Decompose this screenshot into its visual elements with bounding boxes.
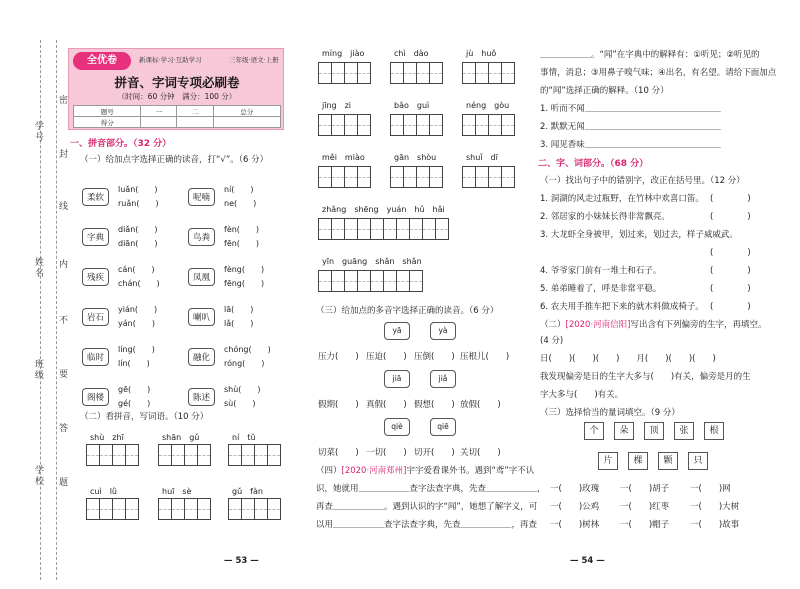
binding-line-left	[40, 40, 41, 580]
writing-cell[interactable]	[267, 444, 281, 466]
seal-char: 封	[58, 150, 68, 160]
wen-item: 3. 闻见香味＿＿＿＿＿＿＿＿＿＿＿＿＿＿＿＿	[540, 140, 721, 150]
writing-cell[interactable]	[390, 166, 404, 188]
polyphone-option[interactable]: qiè	[384, 418, 410, 436]
writing-cell[interactable]	[370, 218, 384, 240]
header-grade-text: 三年级·语文·上册	[229, 56, 279, 64]
writing-cell[interactable]	[416, 114, 430, 136]
pinyin-option[interactable]: lín( )	[118, 359, 150, 368]
radical-fill-line2: 字大多与( )有关。	[540, 390, 624, 400]
class-label: 班级	[34, 360, 44, 381]
writing-grid[interactable]	[86, 444, 138, 466]
writing-cell[interactable]	[267, 498, 281, 520]
pinyin-option[interactable]: lǎ( )	[224, 319, 254, 328]
writing-cell[interactable]	[86, 498, 100, 520]
choice-word: 柔软	[82, 188, 109, 206]
choice-word: 融化	[188, 348, 215, 366]
binding-line-right	[56, 40, 57, 580]
pinyin-option[interactable]: luǎn( )	[118, 185, 158, 194]
writing-cell[interactable]	[357, 62, 371, 84]
student-id-label: 学号	[34, 122, 44, 143]
measure-word-option[interactable]: 个	[584, 422, 604, 440]
typo-sentence: 5. 弟弟睡着了，呼是非常平稳。	[540, 284, 662, 294]
wen-item: 1. 听而不闻＿＿＿＿＿＿＿＿＿＿＿＿＿＿＿＿	[540, 104, 721, 114]
wen-definition-line1: ＿＿＿＿＿＿。“闻”在字典中的解释有：①听见；②听见的	[540, 50, 760, 60]
pinyin-prompt: cuì lǜ	[90, 487, 117, 496]
writing-cell[interactable]	[344, 114, 358, 136]
writing-cell[interactable]	[396, 218, 410, 240]
polyphone-word: 压倒( )	[414, 352, 455, 362]
pinyin-option[interactable]: chán( )	[118, 279, 160, 288]
writing-cell[interactable]	[112, 498, 126, 520]
writing-cell[interactable]	[171, 444, 185, 466]
seal-char: 密	[58, 96, 68, 106]
writing-cell[interactable]	[344, 270, 358, 292]
writing-cell[interactable]	[429, 114, 443, 136]
writing-cell[interactable]	[184, 498, 198, 520]
score-cell[interactable]	[177, 117, 213, 128]
paper-subtitle: （时间：60 分钟 满分：100 分）	[117, 92, 237, 101]
writing-grid[interactable]	[86, 498, 138, 520]
question-1-instruction: （一）给加点字选择正确的读音，打“√”。（6 分）	[80, 155, 269, 165]
radical-blanks: 日( )( )( ) 月( )( )( )	[540, 354, 716, 364]
writing-cell[interactable]	[416, 62, 430, 84]
question-4-line3: 再查＿＿＿＿＿＿。遇到认识的字“闻”，她想了解字义，可	[316, 502, 538, 512]
pinyin-option[interactable]: ne( )	[224, 199, 257, 208]
question-4-line2: 识，她就用＿＿＿＿＿＿查字法查字典，先查＿＿＿＿＿＿，	[316, 484, 546, 494]
measure-fill: 一( )公鸡	[550, 502, 600, 512]
pinyin-prompt: bǎo guì	[394, 101, 430, 110]
wen-definition-line3: 的“闻”选择正确的解释。（10 分）	[540, 86, 669, 96]
question-4-line1: （四）[2020·河南郑州]宇宇爱看课外书。遇到“鸢”字不认	[316, 466, 535, 476]
score-cell[interactable]	[213, 117, 280, 128]
measure-word-option[interactable]: 只	[688, 452, 708, 470]
writing-cell[interactable]	[357, 218, 371, 240]
polyphone-word: 一切( )	[366, 448, 407, 458]
writing-cell[interactable]	[403, 62, 417, 84]
name-label: 姓名	[34, 258, 44, 279]
writing-cell[interactable]	[344, 166, 358, 188]
seal-char: 答	[58, 424, 68, 434]
pinyin-option[interactable]: lā( )	[224, 305, 254, 314]
writing-cell[interactable]	[462, 62, 476, 84]
writing-grid[interactable]	[390, 166, 442, 188]
polyphone-word: 压根儿( )	[460, 352, 510, 362]
writing-grid[interactable]	[318, 218, 448, 240]
choice-word: 凤凰	[188, 268, 215, 286]
measure-fill: 一( )帽子	[620, 520, 670, 530]
pinyin-prompt: yīn guāng shǎn shǎn	[322, 257, 422, 266]
score-header-cell: 总分	[213, 106, 280, 117]
choice-word: 鸟粪	[188, 228, 215, 246]
writing-cell[interactable]	[475, 166, 489, 188]
writing-cell[interactable]	[370, 270, 384, 292]
writing-cell[interactable]	[331, 62, 345, 84]
wen-item: 2. 默默无闻＿＿＿＿＿＿＿＿＿＿＿＿＿＿＿＿	[540, 122, 721, 132]
writing-cell[interactable]	[318, 166, 332, 188]
writing-cell[interactable]	[390, 62, 404, 84]
brand-logo: 全优卷	[73, 52, 131, 70]
score-table	[73, 105, 281, 128]
radical-fill-line1: 我发现偏旁是日的生字大多与( )有关，偏旁是月的生	[540, 372, 751, 382]
seal-char: 要	[58, 370, 68, 380]
pinyin-prompt: gǔ fàn	[232, 487, 263, 496]
writing-cell[interactable]	[403, 166, 417, 188]
writing-cell[interactable]	[197, 444, 211, 466]
typo-answer-blank[interactable]: ( )	[710, 194, 751, 204]
measure-fill: 一( )红枣	[620, 502, 670, 512]
pinyin-option[interactable]: fèn( )	[224, 225, 260, 234]
writing-cell[interactable]	[197, 498, 211, 520]
pinyin-option[interactable]: shù( )	[224, 385, 261, 394]
writing-cell[interactable]	[254, 498, 268, 520]
writing-cell[interactable]	[228, 498, 242, 520]
writing-cell[interactable]	[99, 444, 113, 466]
measure-word-option[interactable]: 颗	[658, 452, 678, 470]
choice-word: 喇叭	[188, 308, 215, 326]
paper-header	[68, 48, 284, 130]
writing-cell[interactable]	[409, 218, 423, 240]
writing-cell[interactable]	[462, 166, 476, 188]
choice-word: 阁楼	[82, 388, 109, 406]
score-header-cell: 一	[141, 106, 177, 117]
paper-title: 拼音、字词专项必刷卷	[114, 75, 240, 90]
writing-grid[interactable]	[158, 498, 210, 520]
writing-cell[interactable]	[86, 444, 100, 466]
measure-word-option[interactable]: 根	[704, 422, 724, 440]
writing-cell[interactable]	[429, 62, 443, 84]
pinyin-option[interactable]: yián( )	[118, 305, 158, 314]
polyphone-word: 切菜( )	[318, 448, 359, 458]
question-2-instruction: （二）看拼音，写词语。（10 分）	[80, 412, 209, 422]
question-3-instruction: （三）给加点的多音字选择正确的读音。（6 分）	[316, 306, 499, 316]
polyphone-word: 压迫( )	[366, 352, 407, 362]
page-number-right: — 54 —	[570, 556, 605, 566]
writing-cell[interactable]	[383, 218, 397, 240]
score-cell[interactable]	[141, 117, 177, 128]
polyphone-word: 压力( )	[318, 352, 359, 362]
pinyin-option[interactable]: sù( )	[224, 399, 256, 408]
writing-grid[interactable]	[318, 166, 370, 188]
radical-points: (4 分)	[540, 336, 564, 346]
polyphone-word: 假期( )	[318, 400, 359, 410]
choice-word: 字典	[82, 228, 109, 246]
typo-answer-blank[interactable]: ( )	[710, 266, 751, 276]
measure-fill: 一( )故事	[690, 520, 740, 530]
writing-cell[interactable]	[184, 444, 198, 466]
writing-grid[interactable]	[318, 62, 370, 84]
writing-cell[interactable]	[416, 166, 430, 188]
measure-fill: 一( )大树	[690, 502, 740, 512]
radical-instruction: （二）[2020·河南信阳]写出含有下列偏旁的生字，再填空。	[540, 320, 767, 330]
writing-cell[interactable]	[254, 444, 268, 466]
measure-word-option[interactable]: 朵	[614, 422, 634, 440]
writing-cell[interactable]	[488, 114, 502, 136]
writing-cell[interactable]	[318, 114, 332, 136]
writing-cell[interactable]	[462, 114, 476, 136]
polyphone-option[interactable]: qiē	[430, 418, 456, 436]
pinyin-option[interactable]: ruǎn( )	[118, 199, 159, 208]
writing-grid[interactable]	[390, 114, 442, 136]
pinyin-option[interactable]: róng( )	[224, 359, 265, 368]
writing-cell[interactable]	[112, 444, 126, 466]
pinyin-option[interactable]: cán( )	[118, 265, 155, 274]
typo-answer-blank[interactable]: ( )	[710, 248, 751, 258]
writing-cell[interactable]	[390, 114, 404, 136]
pinyin-prompt: zhǎng shēng yuán hǔ hǎi	[322, 205, 445, 214]
writing-cell[interactable]	[383, 270, 397, 292]
pinyin-prompt: shān gǔ	[162, 433, 200, 442]
writing-cell[interactable]	[241, 498, 255, 520]
writing-grid[interactable]	[462, 114, 514, 136]
writing-cell[interactable]	[475, 62, 489, 84]
typo-sentence: 6. 农夫用手推车把下来的就木料做成椅子。	[540, 302, 704, 312]
writing-cell[interactable]	[171, 498, 185, 520]
pinyin-option[interactable]: diān( )	[118, 239, 158, 248]
writing-cell[interactable]	[357, 270, 371, 292]
measure-fill: 一( )树林	[550, 520, 600, 530]
pinyin-option[interactable]: yán( )	[118, 319, 155, 328]
choice-word: 陈述	[188, 388, 215, 406]
writing-cell[interactable]	[357, 166, 371, 188]
writing-cell[interactable]	[318, 218, 332, 240]
writing-cell[interactable]	[344, 62, 358, 84]
writing-cell[interactable]	[331, 218, 345, 240]
pinyin-prompt: huī sè	[162, 487, 192, 496]
writing-grid[interactable]	[462, 166, 514, 188]
pinyin-option[interactable]: ní( )	[224, 185, 254, 194]
choice-word: 临时	[82, 348, 109, 366]
pinyin-option[interactable]: fèng( )	[224, 265, 265, 274]
school-label: 学校	[34, 466, 44, 487]
page-number-left: — 53 —	[224, 556, 259, 566]
writing-cell[interactable]	[501, 166, 515, 188]
measure-word-option[interactable]: 片	[598, 452, 618, 470]
pinyin-prompt: jīng zi	[322, 101, 352, 110]
writing-cell[interactable]	[318, 62, 332, 84]
pinyin-option[interactable]: gé( )	[118, 399, 151, 408]
pinyin-prompt: chì dào	[394, 49, 429, 58]
polyphone-option[interactable]: yā	[384, 322, 410, 340]
writing-cell[interactable]	[331, 114, 345, 136]
writing-cell[interactable]	[403, 114, 417, 136]
polyphone-word: 放假( )	[460, 400, 501, 410]
seal-char: 题	[58, 478, 68, 488]
pinyin-prompt: shù zhī	[90, 433, 124, 442]
polyphone-option[interactable]: jiā	[384, 370, 410, 388]
writing-grid[interactable]	[390, 62, 442, 84]
writing-cell[interactable]	[158, 444, 172, 466]
polyphone-word: 关切( )	[460, 448, 501, 458]
polyphone-option[interactable]: jiǎ	[430, 370, 456, 388]
writing-cell[interactable]	[429, 166, 443, 188]
typo-answer-blank[interactable]: ( )	[710, 212, 751, 222]
writing-grid[interactable]	[318, 114, 370, 136]
pinyin-option[interactable]: líng( )	[118, 345, 155, 354]
typo-instruction: （一）找出句子中的错别字，改正在括号里。（12 分）	[540, 176, 745, 186]
measure-word-instruction: （三）选择恰当的量词填空。（9 分）	[540, 408, 680, 418]
writing-cell[interactable]	[318, 270, 332, 292]
pinyin-prompt: néng gòu	[466, 101, 510, 110]
question-4-line4: 以用＿＿＿＿＿＿查字法查字典，先查＿＿＿＿＿＿，再查	[316, 520, 538, 530]
pinyin-option[interactable]: fēng( )	[224, 279, 265, 288]
writing-cell[interactable]	[501, 114, 515, 136]
writing-grid[interactable]	[158, 444, 210, 466]
section-title-words: 二、字、词部分。（68 分）	[538, 159, 649, 169]
measure-word-option[interactable]: 张	[674, 422, 694, 440]
polyphone-option[interactable]: yà	[430, 322, 456, 340]
writing-cell[interactable]	[488, 166, 502, 188]
typo-sentence: 2. 邻居家的小妹妹长得非常飘亮。	[540, 212, 670, 222]
writing-cell[interactable]	[396, 270, 410, 292]
writing-grid[interactable]	[228, 498, 280, 520]
choice-word: 呢喃	[188, 188, 215, 206]
score-header-cell: 题号	[74, 106, 141, 117]
polyphone-word: 真假( )	[366, 400, 407, 410]
writing-cell[interactable]	[241, 444, 255, 466]
measure-word-option[interactable]: 顶	[644, 422, 664, 440]
pinyin-option[interactable]: gē( )	[118, 385, 151, 394]
writing-grid[interactable]	[228, 444, 280, 466]
typo-sentence: 3. 大龙虾全身被甲，划过来，划过去，样子威威武。	[540, 230, 738, 240]
writing-grid[interactable]	[462, 62, 514, 84]
score-header-cell: 二	[177, 106, 213, 117]
writing-cell[interactable]	[228, 444, 242, 466]
writing-cell[interactable]	[344, 218, 358, 240]
writing-cell[interactable]	[422, 218, 436, 240]
pinyin-option[interactable]: diǎn( )	[118, 225, 158, 234]
pinyin-prompt: měi miào	[322, 153, 365, 162]
writing-cell[interactable]	[475, 114, 489, 136]
header-series-text: 新课标·学习·互助学习	[139, 56, 202, 64]
writing-grid[interactable]	[318, 270, 422, 292]
choice-word: 岩石	[82, 308, 109, 326]
writing-cell[interactable]	[99, 498, 113, 520]
measure-fill: 一( )玫瑰	[550, 484, 600, 494]
section-title-pinyin: 一、拼音部分。（32 分）	[70, 139, 172, 149]
typo-sentence: 1. 洞湖的风走过瓶野，在竹林中欢喜口笛。	[540, 194, 704, 204]
typo-sentence: 4. 爷爷家门前有一堆土和石子。	[540, 266, 662, 276]
typo-answer-blank[interactable]: ( )	[710, 284, 751, 294]
pinyin-option[interactable]: chóng( )	[224, 345, 271, 354]
writing-cell[interactable]	[158, 498, 172, 520]
pinyin-option[interactable]: fēn( )	[224, 239, 260, 248]
choice-word: 残疾	[82, 268, 109, 286]
writing-cell[interactable]	[501, 62, 515, 84]
writing-cell[interactable]	[125, 444, 139, 466]
measure-word-option[interactable]: 棵	[628, 452, 648, 470]
pinyin-prompt: shuǐ dī	[466, 153, 498, 162]
seal-char: 内	[58, 260, 68, 270]
seal-char: 不	[58, 316, 68, 326]
measure-fill: 一( )胡子	[620, 484, 670, 494]
writing-cell[interactable]	[435, 218, 449, 240]
pinyin-prompt: gān shòu	[394, 153, 437, 162]
writing-cell[interactable]	[357, 114, 371, 136]
pinyin-prompt: míng jiào	[322, 49, 365, 58]
writing-cell[interactable]	[331, 166, 345, 188]
writing-cell[interactable]	[331, 270, 345, 292]
score-row-label: 得分	[74, 117, 141, 128]
polyphone-word: 假想( )	[414, 400, 455, 410]
pinyin-prompt: jù huǒ	[466, 49, 497, 58]
measure-fill: 一( )网	[690, 484, 731, 494]
seal-char: 线	[58, 202, 68, 212]
writing-cell[interactable]	[488, 62, 502, 84]
writing-cell[interactable]	[125, 498, 139, 520]
typo-answer-blank[interactable]: ( )	[710, 302, 751, 312]
wen-definition-line2: 事情，消息；③用鼻子嗅气味；④出名，有名望。请给下面加点	[540, 68, 777, 78]
writing-cell[interactable]	[409, 270, 423, 292]
pinyin-prompt: ní tǔ	[232, 433, 256, 442]
polyphone-word: 切开( )	[414, 448, 455, 458]
